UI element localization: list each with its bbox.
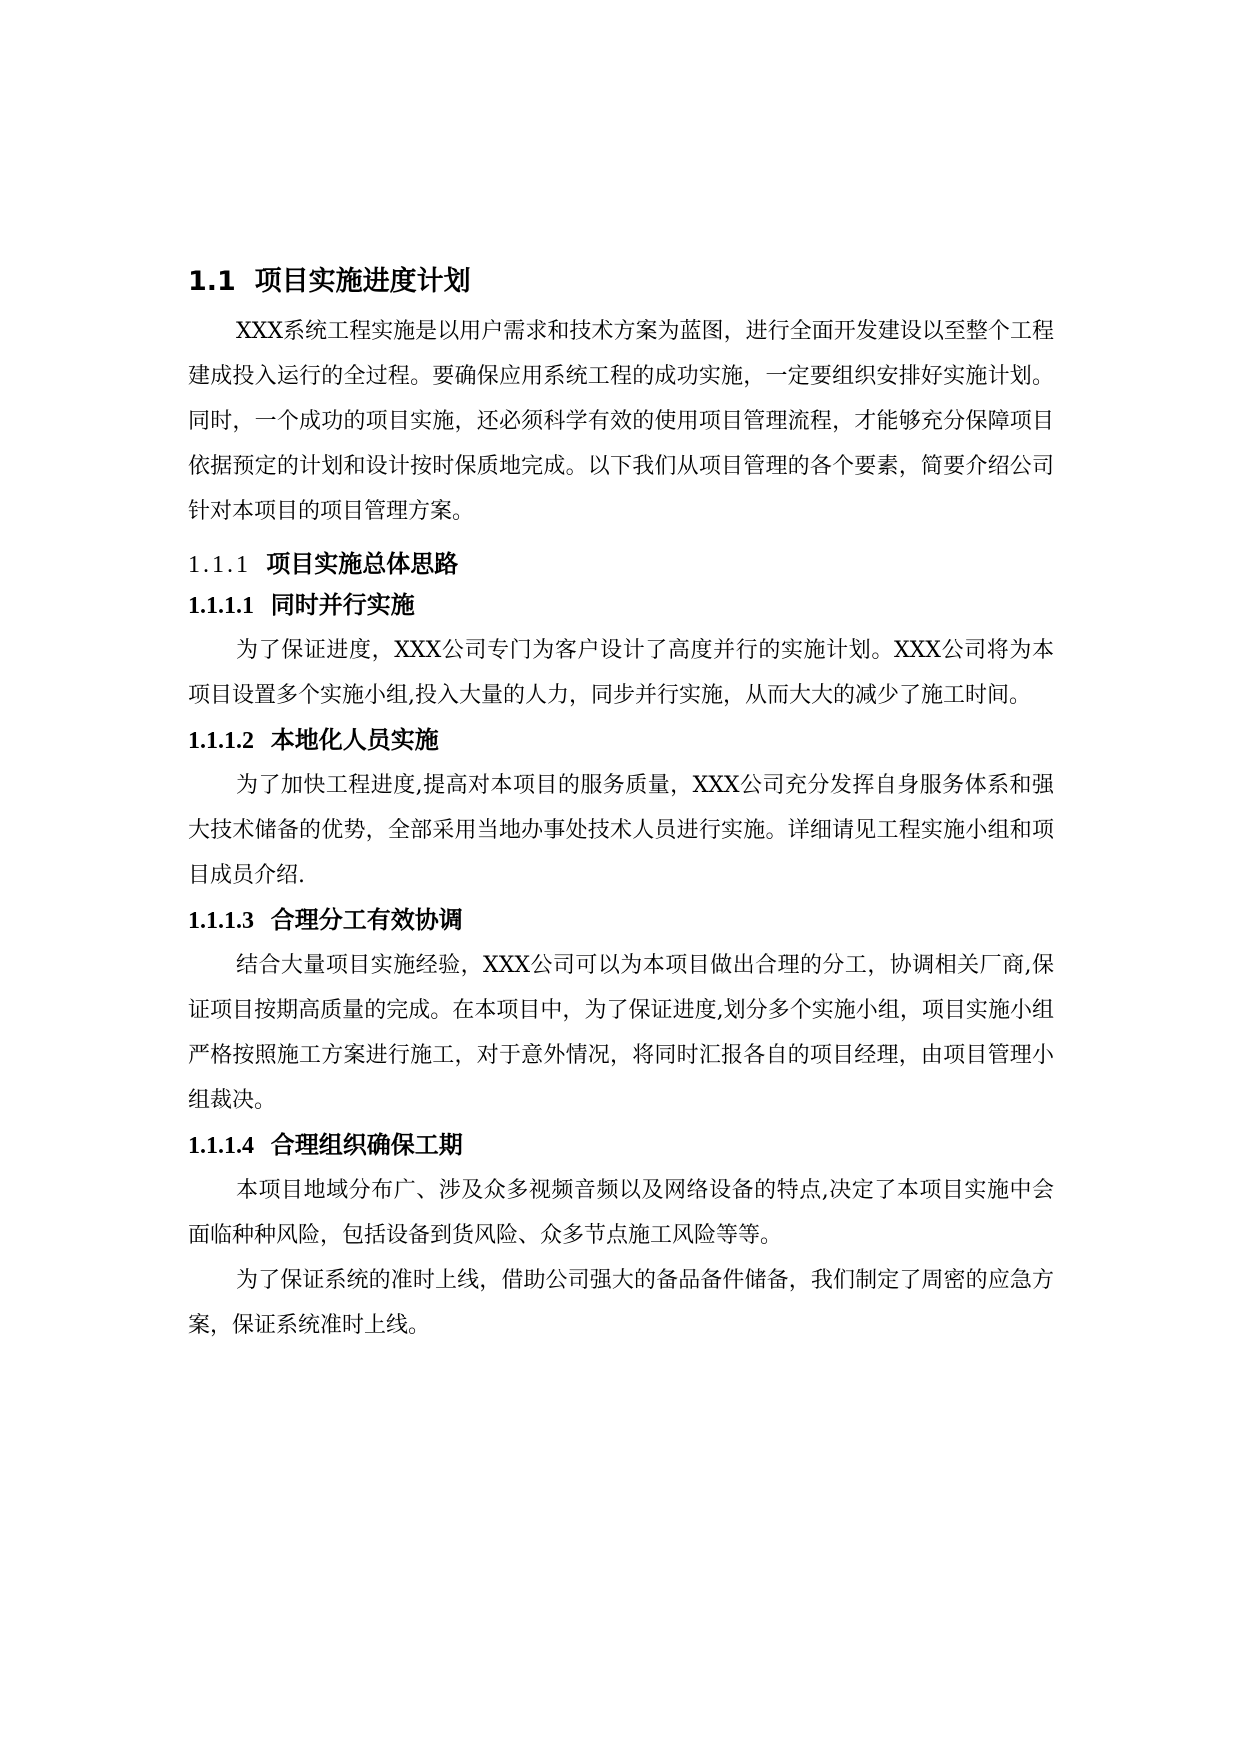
item-number: 1.1.1.4 <box>188 1133 254 1159</box>
item-heading-1 <box>188 587 1054 624</box>
item-paragraph: 为了保证进度，XXX公司专门为客户设计了高度并行的实施计划。XXX公司将为本项目设置多个实施小组,投入大量的人力，同步并行实施，从而大大的减少了施工时间。 <box>188 638 1054 708</box>
item-paragraph: 本项目地域分布广、涉及众多视频音频以及网络设备的特点,决定了本项目实施中会面临种种风险，包括设备到货风险、众多节点施工风险等等。 <box>188 1178 1054 1248</box>
item-paragraph: 结合大量项目实施经验，XXX公司可以为本项目做出合理的分工，协调相关厂商,保证项目按期高质量的完成。在本项目中，为了保证进度,划分多个实施小组，项目实施小组严格按照施工方案进行施工，对于意外情况，将同时汇报各自的项目经理，由项目管理小组裁决。 <box>188 953 1054 1113</box>
item-heading-2 <box>188 722 1054 759</box>
section-title: 项目实施进度计划 <box>254 266 471 297</box>
subsection-heading <box>188 546 1054 583</box>
subsection-title: 项目实施总体思路 <box>266 550 459 578</box>
item-heading-4 <box>188 1127 1054 1164</box>
section-number: 1.1 <box>188 266 236 297</box>
item-number: 1.1.1.1 <box>188 593 254 619</box>
item-paragraph: 为了加快工程进度,提高对本项目的服务质量，XXX公司充分发挥自身服务体系和强大技术储备的优势，全部采用当地办事处技术人员进行实施。详细请见工程实施小组和项目成员介绍. <box>188 773 1054 888</box>
section-intro-paragraph: XXX系统工程实施是以用户需求和技术方案为蓝图，进行全面开发建设以至整个工程建成投入运行的全过程。要确保应用系统工程的成功实施，一定要组织安排好实施计划。同时，一个成功的项目实施，还必须科学有效的使用项目管理流程，才能够充分保障项目依据预定的计划和设计按时保质地完成。以下我们从项目管理的各个要素，简要介绍公司针对本项目的项目管理方案。 <box>188 319 1054 524</box>
item-title: 合理组织确保工期 <box>270 1131 463 1159</box>
item-number: 1.1.1.2 <box>188 728 254 754</box>
item-title: 同时并行实施 <box>270 591 415 619</box>
subsection-number: 1.1.1 <box>188 552 251 578</box>
section-heading <box>188 262 1054 302</box>
item-paragraph: 为了保证系统的准时上线，借助公司强大的备品备件储备，我们制定了周密的应急方案，保证系统准时上线。 <box>188 1268 1054 1338</box>
item-title: 本地化人员实施 <box>270 726 439 754</box>
item-number: 1.1.1.3 <box>188 908 254 934</box>
item-heading-3 <box>188 902 1054 939</box>
document-page <box>188 262 1054 1348</box>
item-title: 合理分工有效协调 <box>270 906 463 934</box>
